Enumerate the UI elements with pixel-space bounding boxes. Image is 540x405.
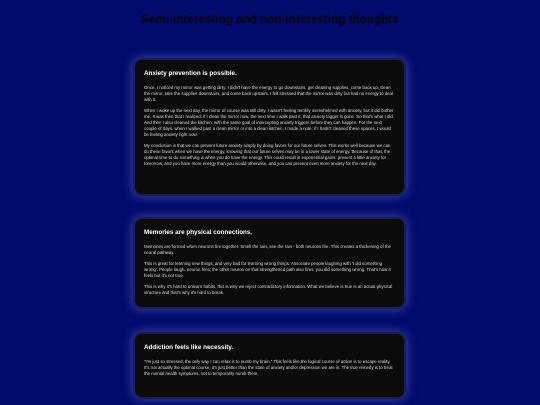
- post-paragraph: My conclusion is that we can prevent future anxiety simply by doing favors for our future selves. This works well because we can do these favors when we have the energy, knowing that our future selves may be in a lower state of energy. Because of that, the optimal time to do something is when you do have the energy. This could result in exponential gains: prevent a little anxiety for tomorrow, and you have more energy than you would otherwise, and you can prevent even more anxiety for the next day.: [144, 143, 391, 166]
- post-card-memories: [135, 219, 404, 307]
- post-paragraph: When I woke up the next day, the mirror of course was still dirty. I wasn't feeling terribly overwhelmed with anxiety, but it did bother me. It was then that I realized: if I clean the mirror now, the next time I walk past it, that anxiety trigger is gone. So that's what I did. And then I also cleaned the kitchen, with the same goal of intercepting anxiety triggers before they can happen. For the next couple of days, when I walked past a clean mirror or into a clean kitchen, I made a note: if I hadn't cleaned these spaces, I would be feeling anxiety right now.: [144, 108, 394, 137]
- post-card-addiction: [135, 334, 404, 397]
- post-paragraph: "I'm just so stressed, the only way I can relax is to numb my brain." This feels like the logical course of action is to escape reality. It's not actually the optimal course, it's just better than the state of anxiety and/or depression we are in. The true remedy is to treat the mental health symptoms, not to temporarily numb them.: [144, 359, 393, 376]
- post-title: Addiction feels like necessity.: [144, 344, 234, 351]
- post-paragraph: This is great for learning new things, and very bad for learning wrong things. Associate people laughing with 'I did something wrong'. People laugh, neuron fires; the other neuron on that strengthened path also fires: you did something wrong. That's how it feels but it's not true.: [144, 261, 391, 279]
- post-paragraph: Memories are formed when neurons fire together. Smell the rain, see the rain - both neurons fire. This creates a thickening of the neural pathway.: [144, 244, 391, 255]
- post-paragraph: This is why it's hard to unlearn habits, this is why we reject contradictory information. What we believe is true is an actual physical structure and that's why it's hard to break.: [144, 284, 393, 296]
- post-title: Anxiety prevention is possible.: [144, 70, 237, 77]
- page-title: Semi-interesting and non-interesting thoughts: [141, 14, 399, 26]
- post-card-anxiety-prevention: [135, 60, 404, 194]
- post-title: Memories are physical connections.: [144, 229, 253, 236]
- post-paragraph: Once, I noticed my mirror was getting dirty. I didn't have the energy to go downstairs, get cleaning supplies, come back up, clean the mirror, take the supplies downstairs, and come back upstairs. I felt stressed that the mirror was dirty but had no energy to deal with it.: [144, 85, 393, 102]
